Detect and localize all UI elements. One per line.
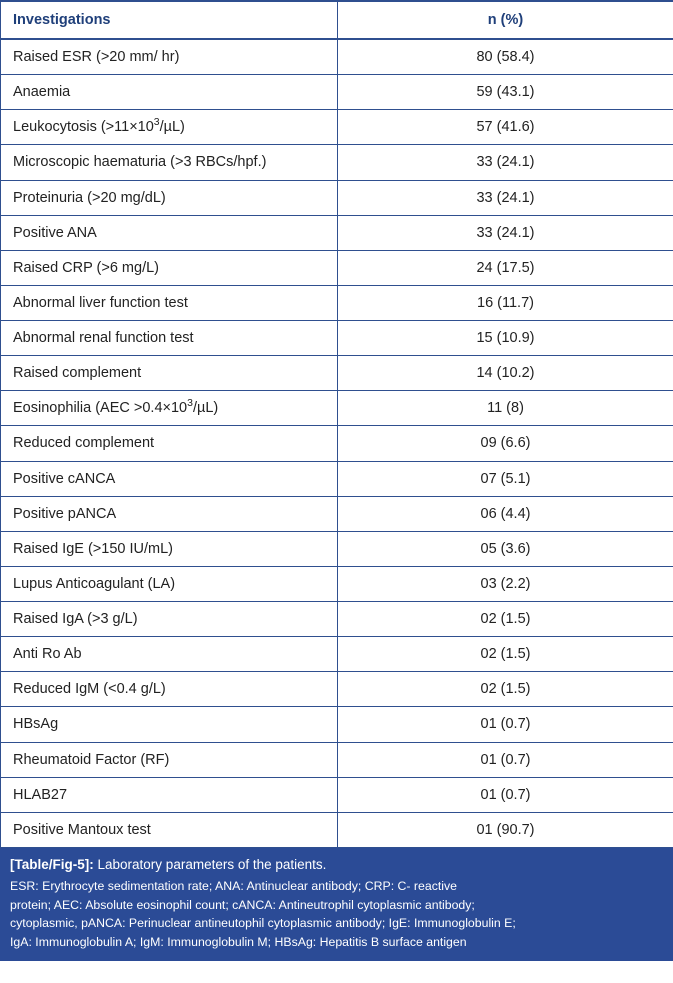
cell-n-percent: 57 (41.6)	[338, 110, 673, 145]
table-row	[1, 602, 673, 637]
cell-investigation: Proteinuria (>20 mg/dL)	[1, 180, 338, 215]
cell-investigation: Rheumatoid Factor (RF)	[1, 742, 338, 777]
abbreviation-line: IgA: Immunoglobulin A; IgM: Immunoglobulin M; HBsAg: Hepatitis B surface antigen	[10, 934, 467, 949]
label-text-pre: Leukocytosis (>11×10	[13, 119, 154, 136]
table-body	[1, 39, 673, 847]
cell-n-percent: 01 (0.7)	[338, 707, 673, 742]
cell-n-percent: 15 (10.9)	[338, 321, 673, 356]
table-row	[1, 110, 673, 145]
cell-n-percent: 24 (17.5)	[338, 250, 673, 285]
cell-n-percent: 05 (3.6)	[338, 531, 673, 566]
table-header	[1, 1, 673, 39]
table-row	[1, 777, 673, 812]
table-row	[1, 321, 673, 356]
label-superscript: 3	[187, 398, 193, 410]
table-caption	[0, 848, 673, 961]
cell-n-percent: 33 (24.1)	[338, 145, 673, 180]
cell-investigation: Positive Mantoux test	[1, 812, 338, 847]
abbreviation-line: ESR: Erythrocyte sedimentation rate; ANA: Antinuclear antibody; CRP: C- reactive	[10, 879, 457, 894]
cell-n-percent: 59 (43.1)	[338, 75, 673, 110]
cell-n-percent: 01 (0.7)	[338, 777, 673, 812]
table-row	[1, 75, 673, 110]
cell-investigation: Raised IgA (>3 g/L)	[1, 602, 338, 637]
caption-title-line	[10, 855, 663, 875]
cell-n-percent: 16 (11.7)	[338, 285, 673, 320]
cell-n-percent: 01 (0.7)	[338, 742, 673, 777]
cell-n-percent: 07 (5.1)	[338, 461, 673, 496]
cell-n-percent: 01 (90.7)	[338, 812, 673, 847]
table-row	[1, 39, 673, 75]
table-row	[1, 707, 673, 742]
cell-investigation: Reduced complement	[1, 426, 338, 461]
column-header-n-percent: n (%)	[338, 1, 673, 39]
cell-n-percent: 14 (10.2)	[338, 356, 673, 391]
cell-investigation: Abnormal liver function test	[1, 285, 338, 320]
caption-abbreviations	[10, 877, 663, 951]
table-row	[1, 566, 673, 601]
cell-n-percent: 03 (2.2)	[338, 566, 673, 601]
cell-investigation: Positive ANA	[1, 215, 338, 250]
cell-investigation: Raised IgE (>150 IU/mL)	[1, 531, 338, 566]
cell-investigation: Microscopic haematuria (>3 RBCs/hpf.)	[1, 145, 338, 180]
cell-investigation: Positive cANCA	[1, 461, 338, 496]
cell-investigation: HBsAg	[1, 707, 338, 742]
cell-investigation	[1, 110, 338, 145]
cell-n-percent: 09 (6.6)	[338, 426, 673, 461]
table-row	[1, 180, 673, 215]
cell-investigation: Raised ESR (>20 mm/ hr)	[1, 39, 338, 75]
cell-investigation	[1, 391, 338, 426]
cell-investigation: Positive pANCA	[1, 496, 338, 531]
caption-title-text: Laboratory parameters of the patients.	[97, 856, 327, 872]
table-row	[1, 742, 673, 777]
cell-n-percent: 02 (1.5)	[338, 637, 673, 672]
cell-n-percent: 02 (1.5)	[338, 602, 673, 637]
cell-investigation: Abnormal renal function test	[1, 321, 338, 356]
table-row	[1, 391, 673, 426]
abbreviation-line: cytoplasmic, pANCA: Perinuclear antineutophil cytoplasmic antibody; IgE: Immunoglobulin E;	[10, 916, 516, 931]
cell-n-percent: 80 (58.4)	[338, 39, 673, 75]
table-row	[1, 285, 673, 320]
label-superscript: 3	[153, 117, 160, 129]
cell-investigation: Anaemia	[1, 75, 338, 110]
table-header-row	[1, 1, 673, 39]
abbreviation-line: protein; AEC: Absolute eosinophil count; cANCA: Antineutrophil cytoplasmic antibody;	[10, 897, 475, 912]
cell-investigation: Reduced IgM (<0.4 g/L)	[1, 672, 338, 707]
table-row	[1, 250, 673, 285]
table-row	[1, 215, 673, 250]
cell-investigation: Raised CRP (>6 mg/L)	[1, 250, 338, 285]
table-row	[1, 461, 673, 496]
cell-n-percent: 11 (8)	[338, 391, 673, 426]
label-text-post: /µL)	[192, 400, 219, 417]
cell-n-percent: 33 (24.1)	[338, 180, 673, 215]
table-row	[1, 145, 673, 180]
cell-n-percent: 06 (4.4)	[338, 496, 673, 531]
table-row	[1, 637, 673, 672]
table-row	[1, 531, 673, 566]
column-header-investigations: Investigations	[1, 1, 338, 39]
cell-investigation: Lupus Anticoagulant (LA)	[1, 566, 338, 601]
table-row	[1, 672, 673, 707]
figure-label: [Table/Fig-5]:	[10, 856, 94, 872]
table-row	[1, 812, 673, 847]
cell-n-percent: 02 (1.5)	[338, 672, 673, 707]
label-text-pre: Eosinophilia (AEC >0.4×10	[13, 400, 188, 417]
label-text-post: /µL)	[159, 119, 185, 136]
table-row	[1, 356, 673, 391]
cell-investigation: Anti Ro Ab	[1, 637, 338, 672]
table-row	[1, 496, 673, 531]
cell-n-percent: 33 (24.1)	[338, 215, 673, 250]
table-row	[1, 426, 673, 461]
cell-investigation: HLAB27	[1, 777, 338, 812]
cell-investigation: Raised complement	[1, 356, 338, 391]
